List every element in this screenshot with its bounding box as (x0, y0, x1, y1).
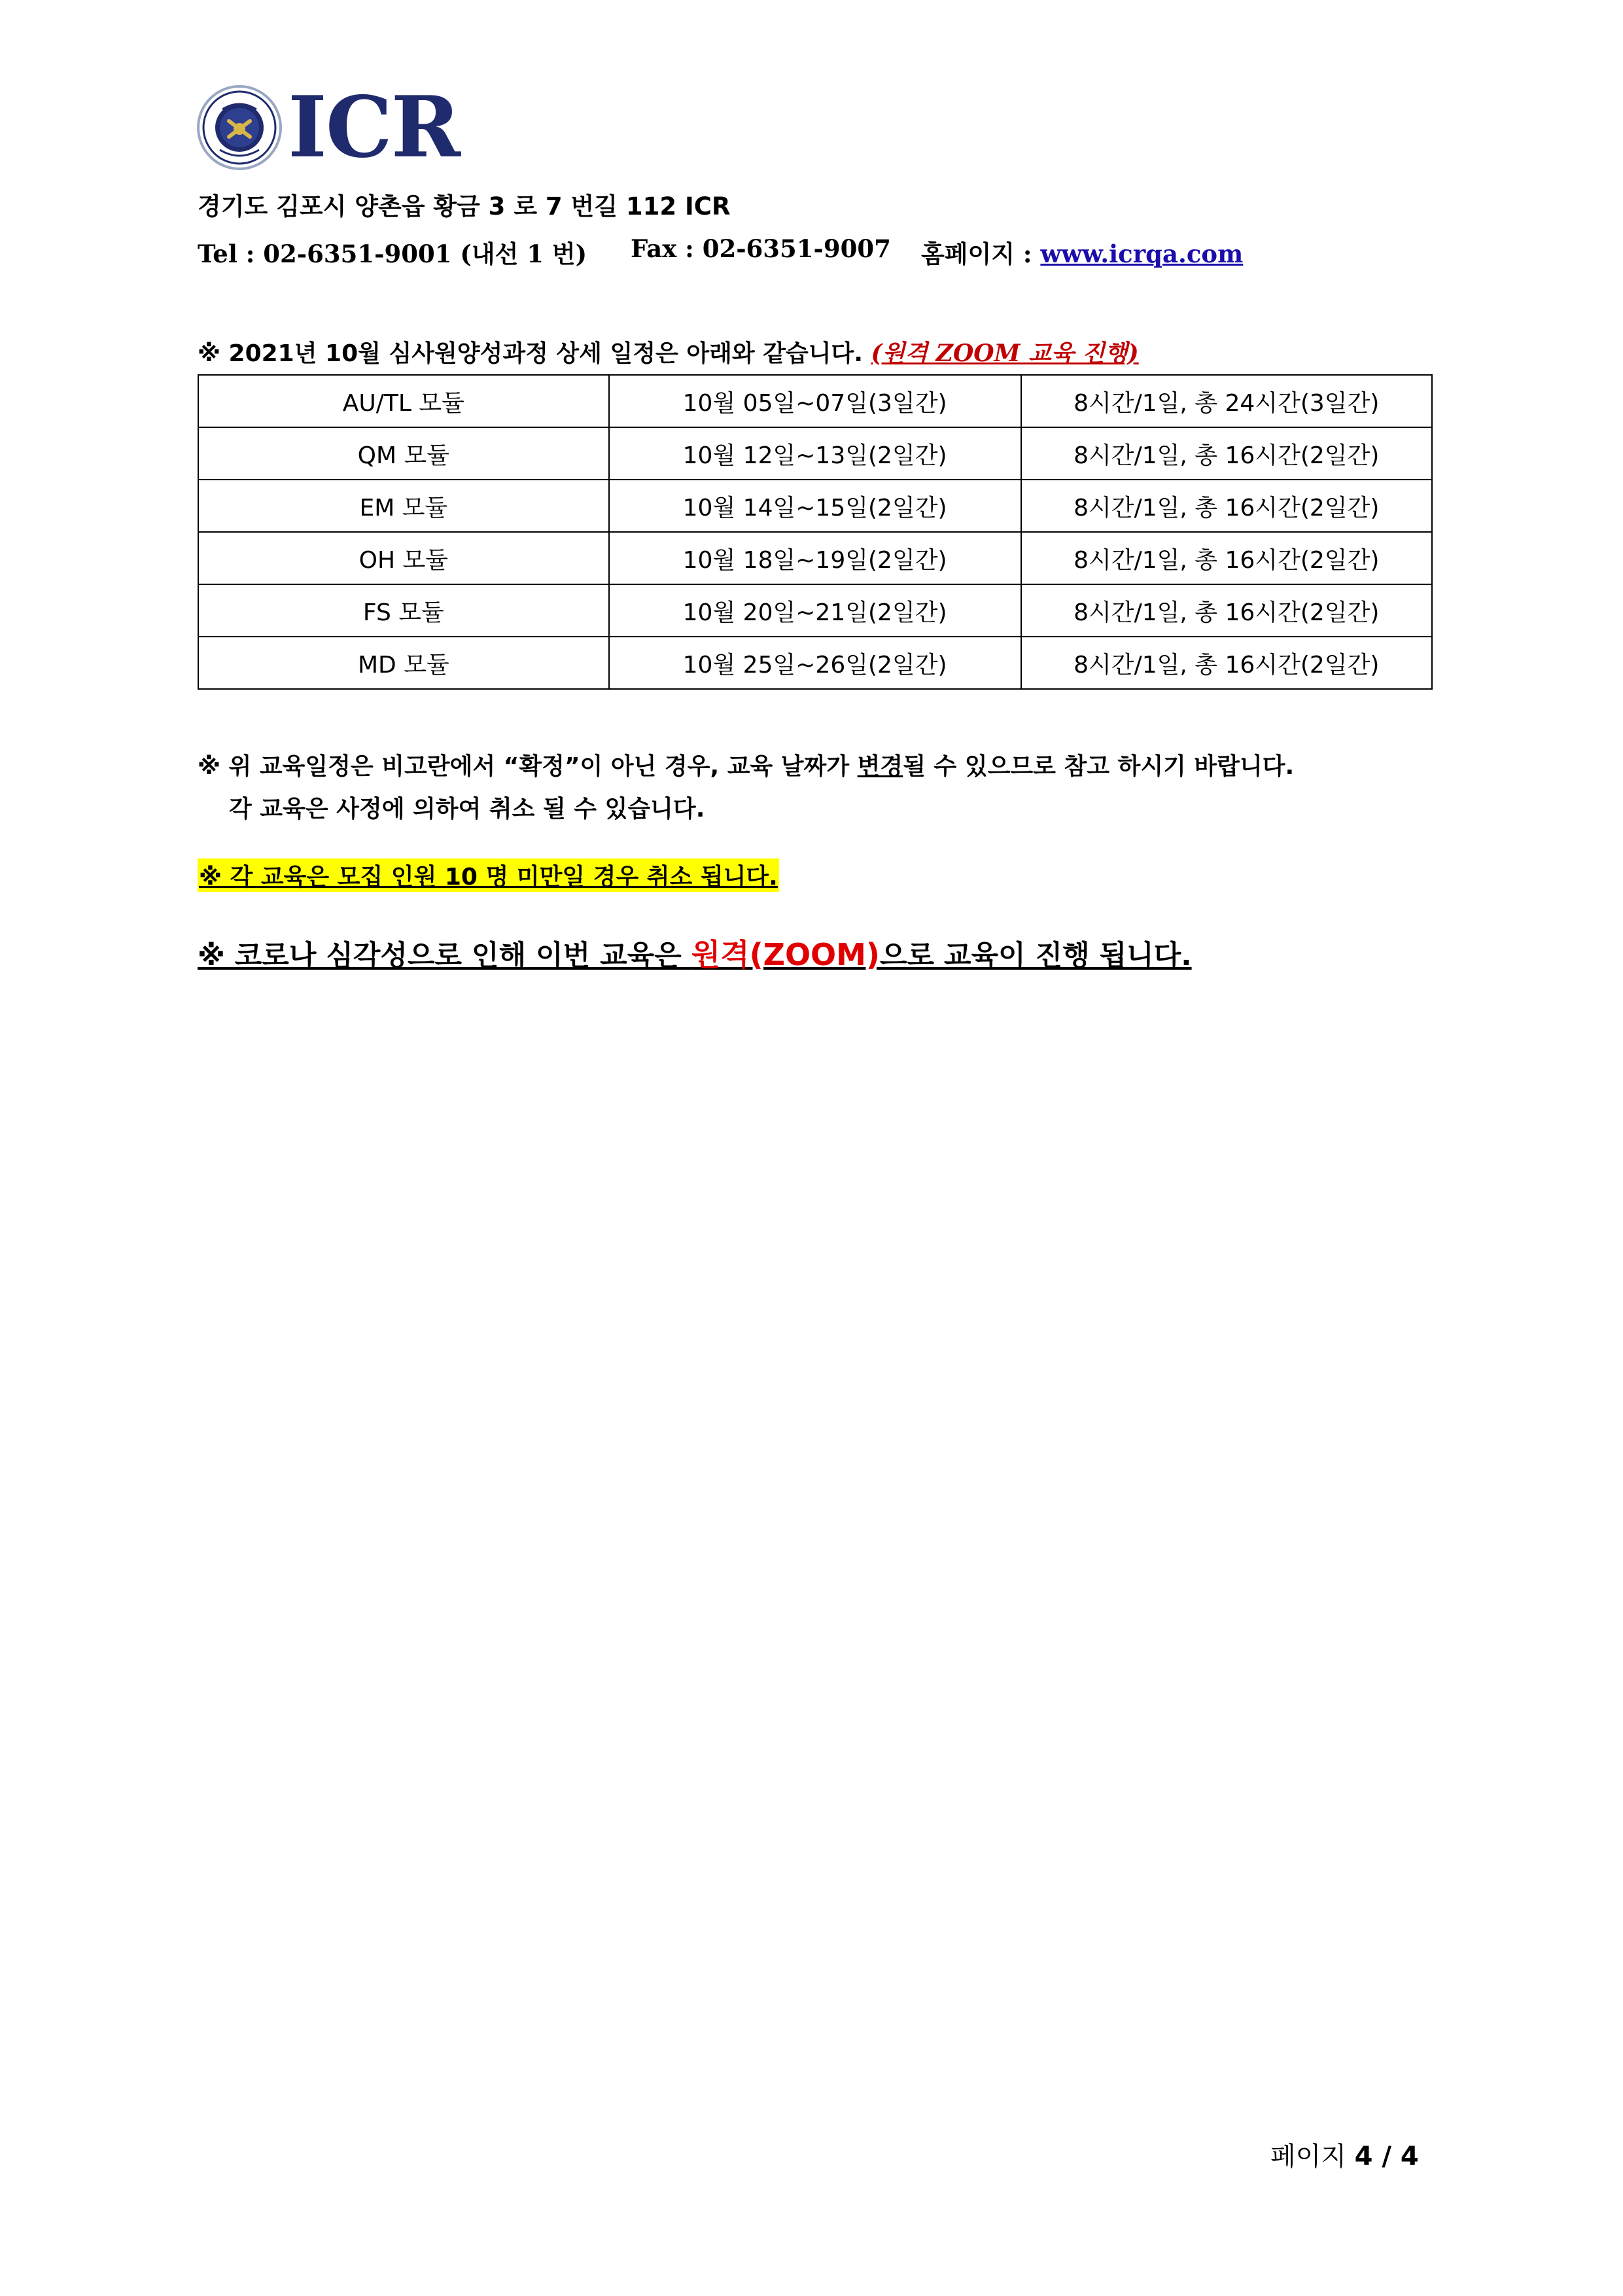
company-fax: Fax : 02-6351-9007 (631, 234, 891, 263)
covid-note-start: ※ 코로나 심각성으로 인해 이번 교육은 (198, 940, 691, 972)
module-cell: OH 모듈 (198, 532, 609, 584)
table-row (198, 427, 1432, 480)
hours-cell: 8시간/1일, 총 16시간(2일간) (1021, 584, 1432, 637)
hours-cell: 8시간/1일, 총 16시간(2일간) (1021, 427, 1432, 480)
cancellation-note: 각 교육은 사정에 의하여 취소 될 수 있습니다. (229, 796, 705, 822)
dates-cell: 10월 20일~21일(2일간) (609, 584, 1021, 637)
remote-note: (원격 ZOOM 교육 진행) (871, 340, 1139, 367)
table-row (198, 532, 1432, 584)
dates-cell: 10월 05일~07일(3일간) (609, 375, 1021, 427)
page-label: 페이지 (1270, 2142, 1346, 2172)
change-note-underlined: 변경 (857, 753, 903, 780)
dates-cell: 10월 12일~13일(2일간) (609, 427, 1021, 480)
page-number (1270, 2136, 1419, 2173)
company-homepage (921, 234, 1243, 270)
intro-text: ※ 2021년 10월 심사원양성과정 상세 일정은 아래와 같습니다. (198, 340, 863, 367)
hours-cell: 8시간/1일, 총 16시간(2일간) (1021, 480, 1432, 532)
hours-cell: 8시간/1일, 총 24시간(3일간) (1021, 375, 1432, 427)
module-cell: QM 모듈 (198, 427, 609, 480)
table-row (198, 480, 1432, 532)
module-cell: AU/TL 모듈 (198, 375, 609, 427)
module-cell: EM 모듈 (198, 480, 609, 532)
table-row (198, 637, 1432, 689)
change-note-end: 될 수 있으므로 참고 하시기 바랍니다. (903, 753, 1295, 780)
hours-cell: 8시간/1일, 총 16시간(2일간) (1021, 637, 1432, 689)
schedule-table (198, 374, 1433, 690)
page-count: 4 / 4 (1354, 2142, 1419, 2172)
dates-cell: 10월 18일~19일(2일간) (609, 532, 1021, 584)
covid-remote-note (198, 931, 1192, 974)
change-note-start: ※ 위 교육일정은 비고란에서 “확정”이 아닌 경우, 교육 날짜가 (198, 753, 858, 780)
table-row (198, 375, 1432, 427)
dates-cell: 10월 25일~26일(2일간) (609, 637, 1021, 689)
company-address: 경기도 김포시 양촌읍 황금 3 로 7 번길 112 ICR (198, 192, 731, 221)
logo-wordmark: ICR (288, 79, 460, 177)
icr-seal-icon (196, 84, 283, 171)
module-cell: FS 모듈 (198, 584, 609, 637)
dates-cell: 10월 14일~15일(2일간) (609, 480, 1021, 532)
schedule-change-note (198, 748, 1294, 781)
minimum-enrollment-note: ※ 각 교육은 모집 인원 10 명 미만일 경우 취소 됩니다. (198, 858, 779, 892)
hours-cell: 8시간/1일, 총 16시간(2일간) (1021, 532, 1432, 584)
covid-note-highlight: 원격(ZOOM) (691, 937, 880, 972)
schedule-intro (198, 335, 1139, 368)
covid-note-end: 으로 교육이 진행 됩니다. (879, 940, 1192, 972)
homepage-label: 홈페이지 (921, 240, 1015, 268)
homepage-separator: : (1014, 239, 1041, 268)
table-row (198, 584, 1432, 637)
homepage-link[interactable]: www.icrqa.com (1040, 239, 1244, 268)
company-tel: Tel : 02-6351-9001 (내선 1 번) (198, 239, 587, 268)
module-cell: MD 모듈 (198, 637, 609, 689)
icr-logo (196, 79, 471, 177)
